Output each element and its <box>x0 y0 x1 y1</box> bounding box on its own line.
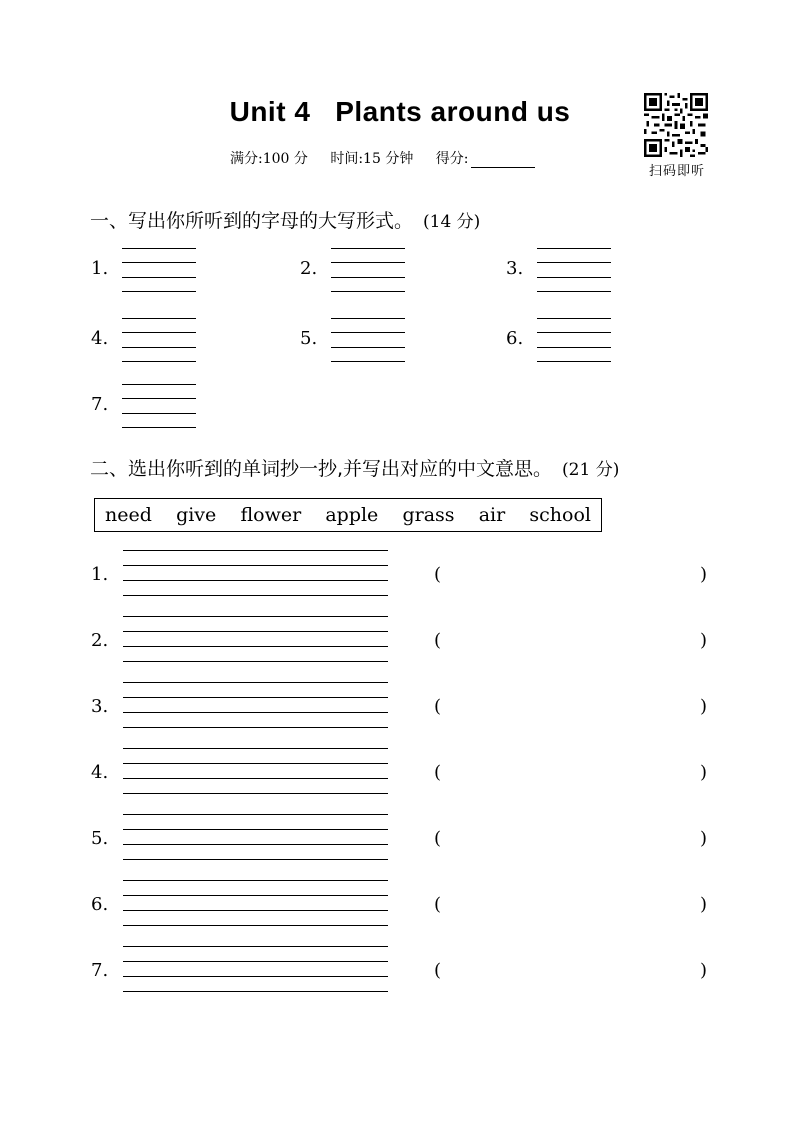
word-bank-word: give <box>176 504 217 526</box>
item-number: 1. <box>91 564 109 585</box>
qr-code-icon[interactable] <box>644 93 708 157</box>
qr-caption: 扫码即听 <box>648 164 705 179</box>
item-number: 2. <box>300 258 318 279</box>
meaning-paren-open[interactable]: ( <box>434 828 442 849</box>
meaning-paren-open[interactable]: ( <box>434 960 442 981</box>
word-bank-word: flower <box>240 504 302 526</box>
item-number: 4. <box>91 762 109 783</box>
meaning-paren-close: ) <box>700 630 708 651</box>
word-bank-word: school <box>529 504 591 526</box>
item-number: 7. <box>91 960 109 981</box>
item-number: 4. <box>91 328 109 349</box>
score-info-line <box>230 148 571 168</box>
section2-heading: 二、选出你听到的单词抄一抄,并写出对应的中文意思。 (21 分) <box>90 458 620 480</box>
item-number: 7. <box>91 394 109 415</box>
meaning-paren-open[interactable]: ( <box>434 696 442 717</box>
word-bank-word: need <box>105 504 152 526</box>
section1-heading: 一、写出你所听到的字母的大写形式。 (14 分) <box>90 210 481 232</box>
meaning-paren-open[interactable]: ( <box>434 762 442 783</box>
score-blank[interactable] <box>471 153 535 168</box>
meaning-paren-close: ) <box>700 696 708 717</box>
item-number: 2. <box>91 630 109 651</box>
time-limit: 时间:15 分钟 <box>330 151 414 167</box>
word-bank <box>94 498 602 532</box>
meaning-paren-close: ) <box>700 828 708 849</box>
section1-score: (14 分) <box>423 212 481 232</box>
item-number: 5. <box>300 328 318 349</box>
meaning-paren-open[interactable]: ( <box>434 564 442 585</box>
meaning-paren-open[interactable]: ( <box>434 630 442 651</box>
item-number: 3. <box>506 258 524 279</box>
item-number: 6. <box>91 894 109 915</box>
item-number: 3. <box>91 696 109 717</box>
item-number: 1. <box>91 258 109 279</box>
full-score: 满分:100 分 <box>230 151 308 167</box>
word-bank-word: apple <box>325 504 379 526</box>
meaning-paren-close: ) <box>700 762 708 783</box>
page-title: Unit 4 Plants around us <box>229 96 571 127</box>
meaning-paren-open[interactable]: ( <box>434 894 442 915</box>
meaning-paren-close: ) <box>700 894 708 915</box>
score-label: 得分: <box>436 151 553 167</box>
word-bank-word: grass <box>402 504 455 526</box>
item-number: 5. <box>91 828 109 849</box>
section2-score: (21 分) <box>562 460 620 480</box>
word-bank-word: air <box>478 504 506 526</box>
item-number: 6. <box>506 328 524 349</box>
meaning-paren-close: ) <box>700 960 708 981</box>
meaning-paren-close: ) <box>700 564 708 585</box>
